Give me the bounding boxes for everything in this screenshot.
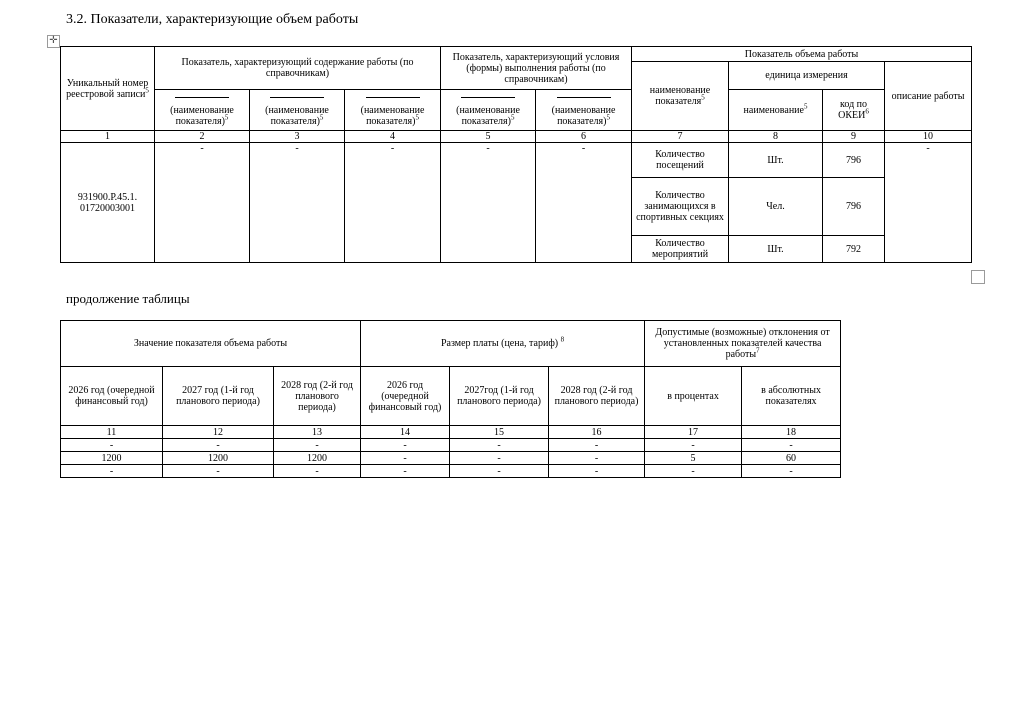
okei-cell: 796 (823, 143, 885, 178)
section-heading: 3.2. Показатели, характеризующие объем работы (66, 12, 359, 27)
header-fee: Размер платы (цена, тариф) $^8$ (361, 321, 645, 367)
value-cell: - (549, 452, 645, 465)
col-number: 10 (885, 131, 972, 143)
value-cell: 5 (645, 452, 742, 465)
value-cell: - (61, 439, 163, 452)
unit-cell: Чел. (729, 178, 823, 236)
unit-cell: Шт. (729, 236, 823, 263)
col-number: 14 (361, 426, 450, 439)
col-number: 6 (536, 131, 632, 143)
value-cell: - (163, 465, 274, 478)
column-number-row (61, 426, 841, 439)
header-conditions-indicator: Показатель, характеризующий условия (формы) выполнения работы (по справочникам) (441, 47, 632, 90)
value-cell: - (645, 439, 742, 452)
col-number: 15 (450, 426, 549, 439)
header-description: описание работы (885, 62, 972, 131)
value-cell: 1200 (61, 452, 163, 465)
okei-cell: 796 (823, 178, 885, 236)
header-subname: (наименование показателя)$^5$ (536, 90, 632, 131)
volume-values-table (60, 320, 841, 478)
header-unique-number: Уникальный номер реестровой записи$^5$ (61, 47, 155, 131)
col-number: 9 (823, 131, 885, 143)
col-number: 12 (163, 426, 274, 439)
dash-cell: - (536, 143, 632, 263)
col-number: 16 (549, 426, 645, 439)
value-cell: - (549, 465, 645, 478)
header-year: 2027год (1-й год планового периода) (450, 367, 549, 426)
col-number: 7 (632, 131, 729, 143)
table-row (61, 465, 841, 478)
value-cell: 60 (742, 452, 841, 465)
header-indicator-name: наименование показателя$^5$ (632, 62, 729, 131)
value-cell: - (450, 465, 549, 478)
dash-cell: - (250, 143, 345, 263)
header-subname: (наименование показателя)$^5$ (441, 90, 536, 131)
table-move-handle-icon[interactable]: ✛ (47, 35, 60, 48)
dash-cell: - (885, 143, 972, 263)
col-number: 8 (729, 131, 823, 143)
header-year: 2028 год (2-й год планового периода) (274, 367, 361, 426)
col-number: 4 (345, 131, 441, 143)
col-number: 17 (645, 426, 742, 439)
header-deviation: Допустимые (возможные) отклонения от установленных показателей качества работы$^7$ (645, 321, 841, 367)
volume-indicators-table (60, 46, 972, 263)
table-resize-handle[interactable] (971, 270, 985, 284)
indicator-name-cell: Количество мероприятий (632, 236, 729, 263)
value-cell: - (274, 465, 361, 478)
col-number: 2 (155, 131, 250, 143)
col-number: 3 (250, 131, 345, 143)
col-number: 5 (441, 131, 536, 143)
header-percent: в процентах (645, 367, 742, 426)
value-cell: - (450, 439, 549, 452)
col-number: 11 (61, 426, 163, 439)
value-cell: - (361, 452, 450, 465)
col-number: 1 (61, 131, 155, 143)
col-number: 13 (274, 426, 361, 439)
value-cell: - (361, 439, 450, 452)
value-cell: - (61, 465, 163, 478)
indicator-name-cell: Количество посещений (632, 143, 729, 178)
unit-cell: Шт. (729, 143, 823, 178)
header-volume-value: Значение показателя объема работы (61, 321, 361, 367)
dash-cell: - (155, 143, 250, 263)
value-cell: - (274, 439, 361, 452)
continuation-label: продолжение таблицы (66, 291, 190, 306)
value-cell: - (742, 465, 841, 478)
table-row (61, 143, 972, 178)
header-subname: (наименование показателя)$^5$ (345, 90, 441, 131)
header-year: 2027 год (1-й год планового периода) (163, 367, 274, 426)
value-cell: - (549, 439, 645, 452)
header-content-indicator: Показатель, характеризующий содержание работы (по справочникам) (155, 47, 441, 90)
col-number: 18 (742, 426, 841, 439)
column-number-row (61, 131, 972, 143)
value-cell: - (450, 452, 549, 465)
dash-cell: - (345, 143, 441, 263)
header-absolute: в абсолютных показателях (742, 367, 841, 426)
header-year: 2026 год (очередной финансовый год) (61, 367, 163, 426)
header-okei-code: код по ОКЕИ$^6$ (823, 90, 885, 131)
header-subname: (наименование показателя)$^5$ (250, 90, 345, 131)
value-cell: 1200 (163, 452, 274, 465)
table-row (61, 452, 841, 465)
record-id-cell: 931900.Р.45.1. 01720003001 (61, 143, 155, 263)
value-cell: - (645, 465, 742, 478)
header-subname: (наименование показателя)$^5$ (155, 90, 250, 131)
header-volume-indicator: Показатель объема работы (632, 47, 972, 62)
dash-cell: - (441, 143, 536, 263)
indicator-name-cell: Количество занимающихся в спортивных секциях (632, 178, 729, 236)
header-unit: единица измерения (729, 62, 885, 90)
header-year: 2028 год (2-й год планового периода) (549, 367, 645, 426)
header-year: 2026 год (очередной финансовый год) (361, 367, 450, 426)
value-cell: - (163, 439, 274, 452)
header-unit-name: наименование$^5$ (729, 90, 823, 131)
okei-cell: 792 (823, 236, 885, 263)
value-cell: 1200 (274, 452, 361, 465)
value-cell: - (742, 439, 841, 452)
table-row (61, 439, 841, 452)
value-cell: - (361, 465, 450, 478)
